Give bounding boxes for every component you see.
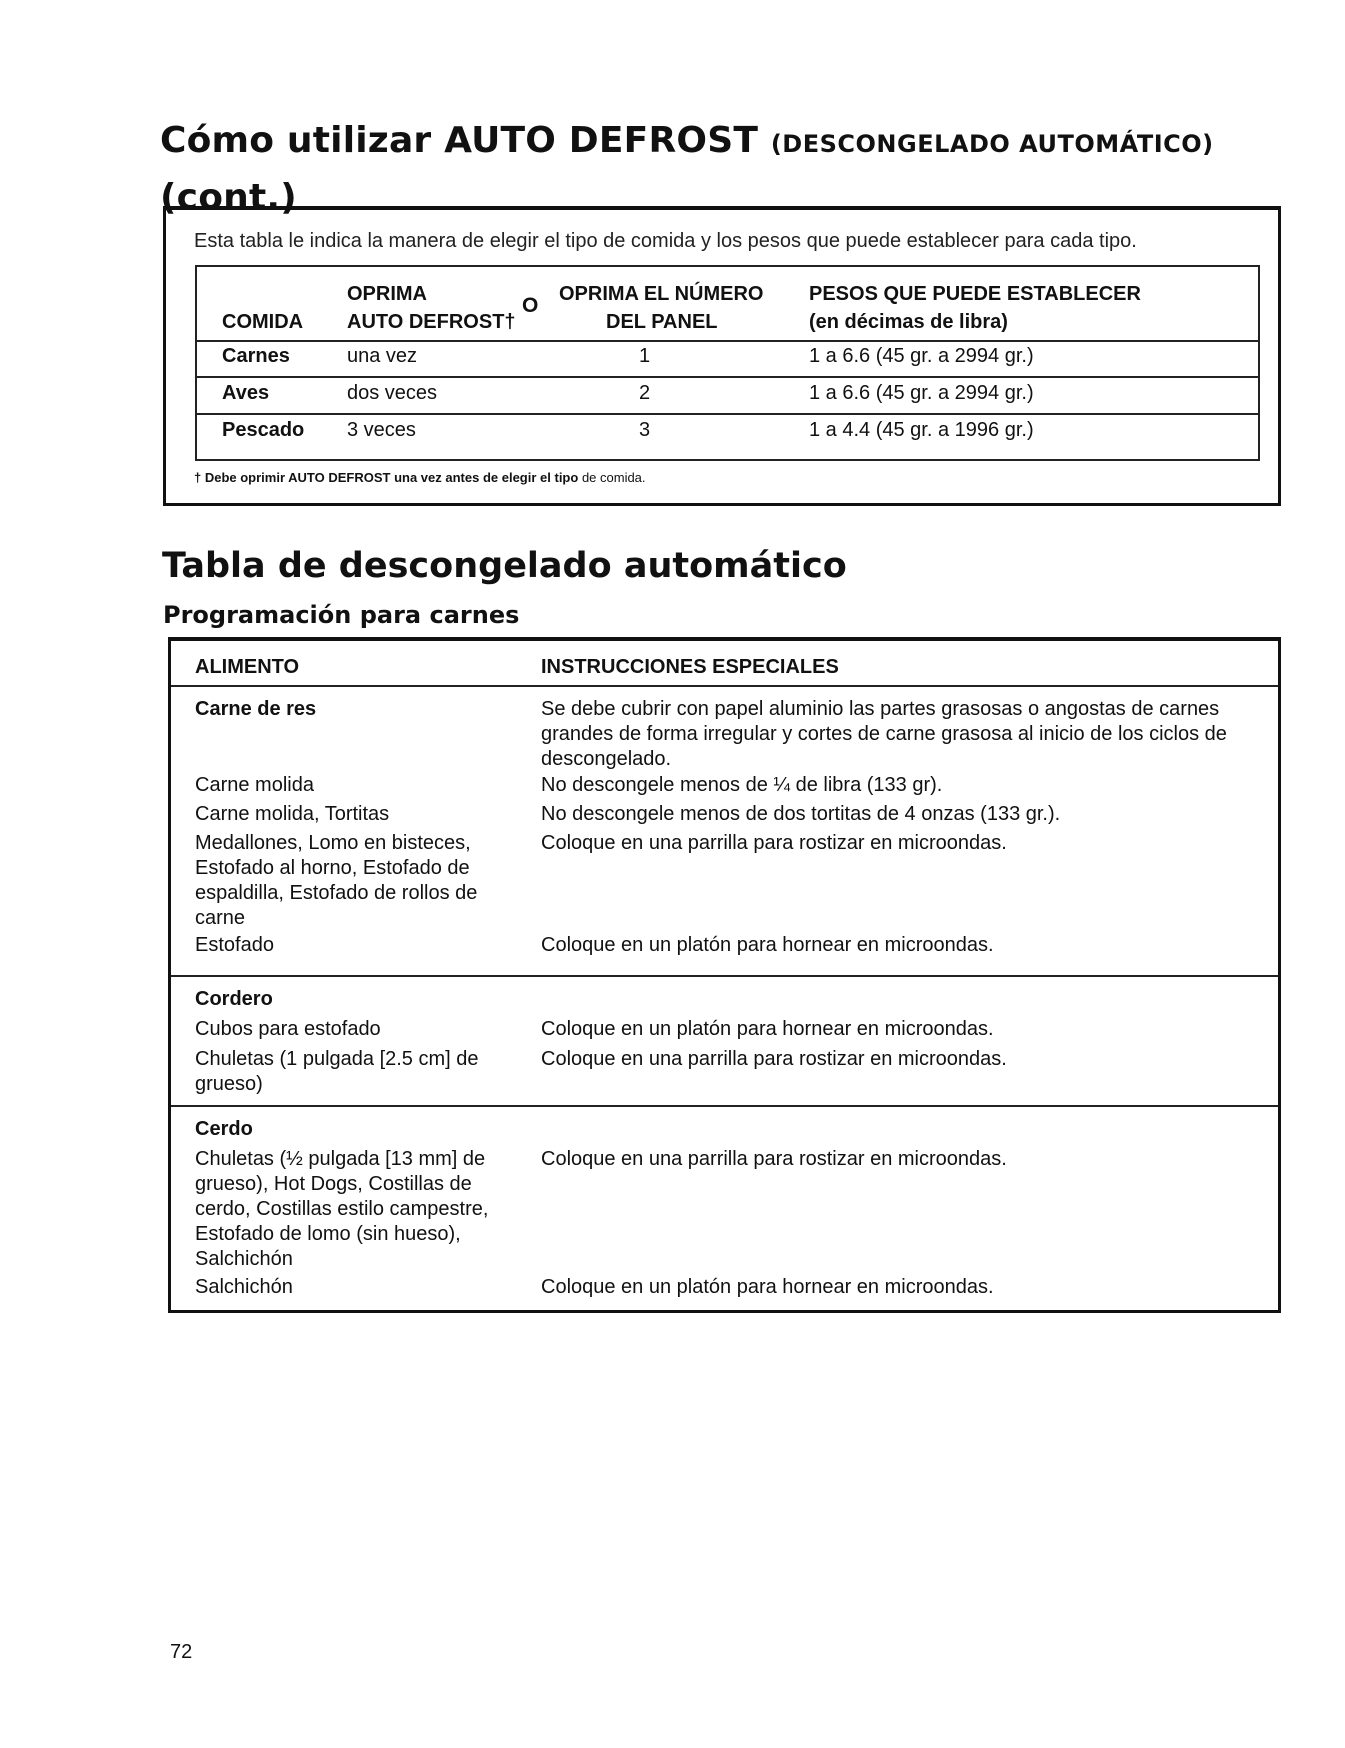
section-cordero — [171, 977, 1278, 1107]
table-header — [197, 267, 1258, 342]
list-item-instr: Coloque en una parrilla para rostizar en microondas. — [541, 1148, 1007, 1170]
list-item-instr: Coloque en una parrilla para rostizar en microondas. — [541, 1048, 1007, 1070]
subsection-title: Programación para carnes — [163, 601, 520, 629]
list-item-food: Salchichón — [195, 1276, 293, 1298]
list-item-food: Medallones, Lomo en bisteces, Estofado al horno, Estofado de espaldilla, Estofado de rollos de carne — [195, 832, 478, 929]
heading-cont: (cont.) — [160, 177, 297, 218]
table-header — [171, 641, 1278, 687]
list-item-food: Carne molida — [195, 774, 314, 796]
section-res — [171, 685, 1278, 977]
header-oprima-1: OPRIMA — [347, 283, 427, 305]
header-numero-2: DEL PANEL — [606, 311, 718, 333]
header-pesos-2: (en décimas de libra) — [809, 311, 1008, 333]
row-oprima: una vez — [347, 345, 418, 367]
list-item-instr: Coloque en una parrilla para rostizar en microondas. — [541, 832, 1007, 854]
section-cerdo — [171, 1107, 1278, 1307]
header-instrucciones: INSTRUCCIONES ESPECIALES — [541, 656, 839, 678]
auto-defrost-info-box — [163, 206, 1281, 506]
header-pesos-1: PESOS QUE PUEDE ESTABLECER — [809, 283, 1141, 305]
list-item-food: Chuletas (½ pulgada [13 mm] de grueso), Hot Dogs, Costillas de cerdo, Costillas estilo campestre, Estofado de lomo (sin hueso), Salchichón — [195, 1148, 489, 1270]
list-item-instr: Coloque en un platón para hornear en microondas. — [541, 934, 994, 956]
section-cerdo-title: Cerdo — [195, 1118, 253, 1140]
row-pesos: 1 a 6.6 (45 gr. a 2994 gr.) — [809, 382, 1034, 404]
row-oprima: dos veces — [347, 382, 438, 404]
list-item-food: Estofado — [195, 934, 274, 956]
row-pesos: 1 a 4.4 (45 gr. a 1996 gr.) — [809, 419, 1034, 441]
row-comida: Pescado — [222, 419, 305, 441]
table-row — [197, 340, 1258, 378]
list-item-food: Chuletas (1 pulgada [2.5 cm] de grueso) — [195, 1048, 479, 1095]
section-res-title-instr: Se debe cubrir con papel aluminio las partes grasosas o angostas de carnes grandes de forma irregular y cortes de carne grasosa al inicio de los ciclos de descongelado. — [541, 698, 1227, 770]
list-item-instr: Coloque en un platón para hornear en microondas. — [541, 1018, 994, 1040]
list-item-food: Cubos para estofado — [195, 1018, 381, 1040]
header-numero-1: OPRIMA EL NÚMERO — [559, 283, 764, 305]
list-item-instr: No descongele menos de ¼ de libra (133 gr). — [541, 774, 943, 796]
row-comida: Carnes — [222, 345, 290, 367]
list-item-instr: No descongele menos de dos tortitas de 4 onzas (133 gr.). — [541, 803, 1061, 825]
row-numero: 1 — [639, 345, 651, 367]
section-cordero-title: Cordero — [195, 988, 273, 1010]
footnote — [194, 470, 646, 485]
food-selection-table — [195, 265, 1260, 461]
heading-prefix: Cómo utilizar — [160, 120, 432, 161]
page-number: 72 — [170, 1641, 193, 1663]
meat-defrost-table — [168, 637, 1281, 1313]
table-row — [197, 414, 1258, 450]
row-oprima: 3 veces — [347, 419, 416, 441]
footnote-light: de comida. — [581, 470, 646, 485]
header-comida: COMIDA — [222, 311, 304, 333]
header-alimento: ALIMENTO — [195, 656, 300, 678]
header-o: O — [522, 294, 539, 317]
section-title: Tabla de descongelado automático — [162, 546, 847, 586]
heading-paren: (DESCONGELADO AUTOMÁTICO) — [770, 130, 1214, 158]
header-oprima-2: AUTO DEFROST† — [347, 311, 516, 333]
row-numero: 3 — [639, 419, 651, 441]
footnote-bold: † Debe oprimir AUTO DEFROST una vez antes de elegir el tipo — [194, 470, 579, 485]
row-pesos: 1 a 6.6 (45 gr. a 2994 gr.) — [809, 345, 1034, 367]
intro-text: Esta tabla le indica la manera de elegir el tipo de comida y los pesos que puede establecer para cada tipo. — [194, 230, 1137, 252]
row-comida: Aves — [222, 382, 270, 404]
row-numero: 2 — [639, 382, 651, 404]
heading-main: AUTO DEFROST — [444, 120, 759, 161]
list-item-food: Carne molida, Tortitas — [195, 803, 390, 825]
list-item-instr: Coloque en un platón para hornear en microondas. — [541, 1276, 994, 1298]
section-res-title: Carne de res — [195, 698, 317, 720]
table-row — [197, 377, 1258, 415]
